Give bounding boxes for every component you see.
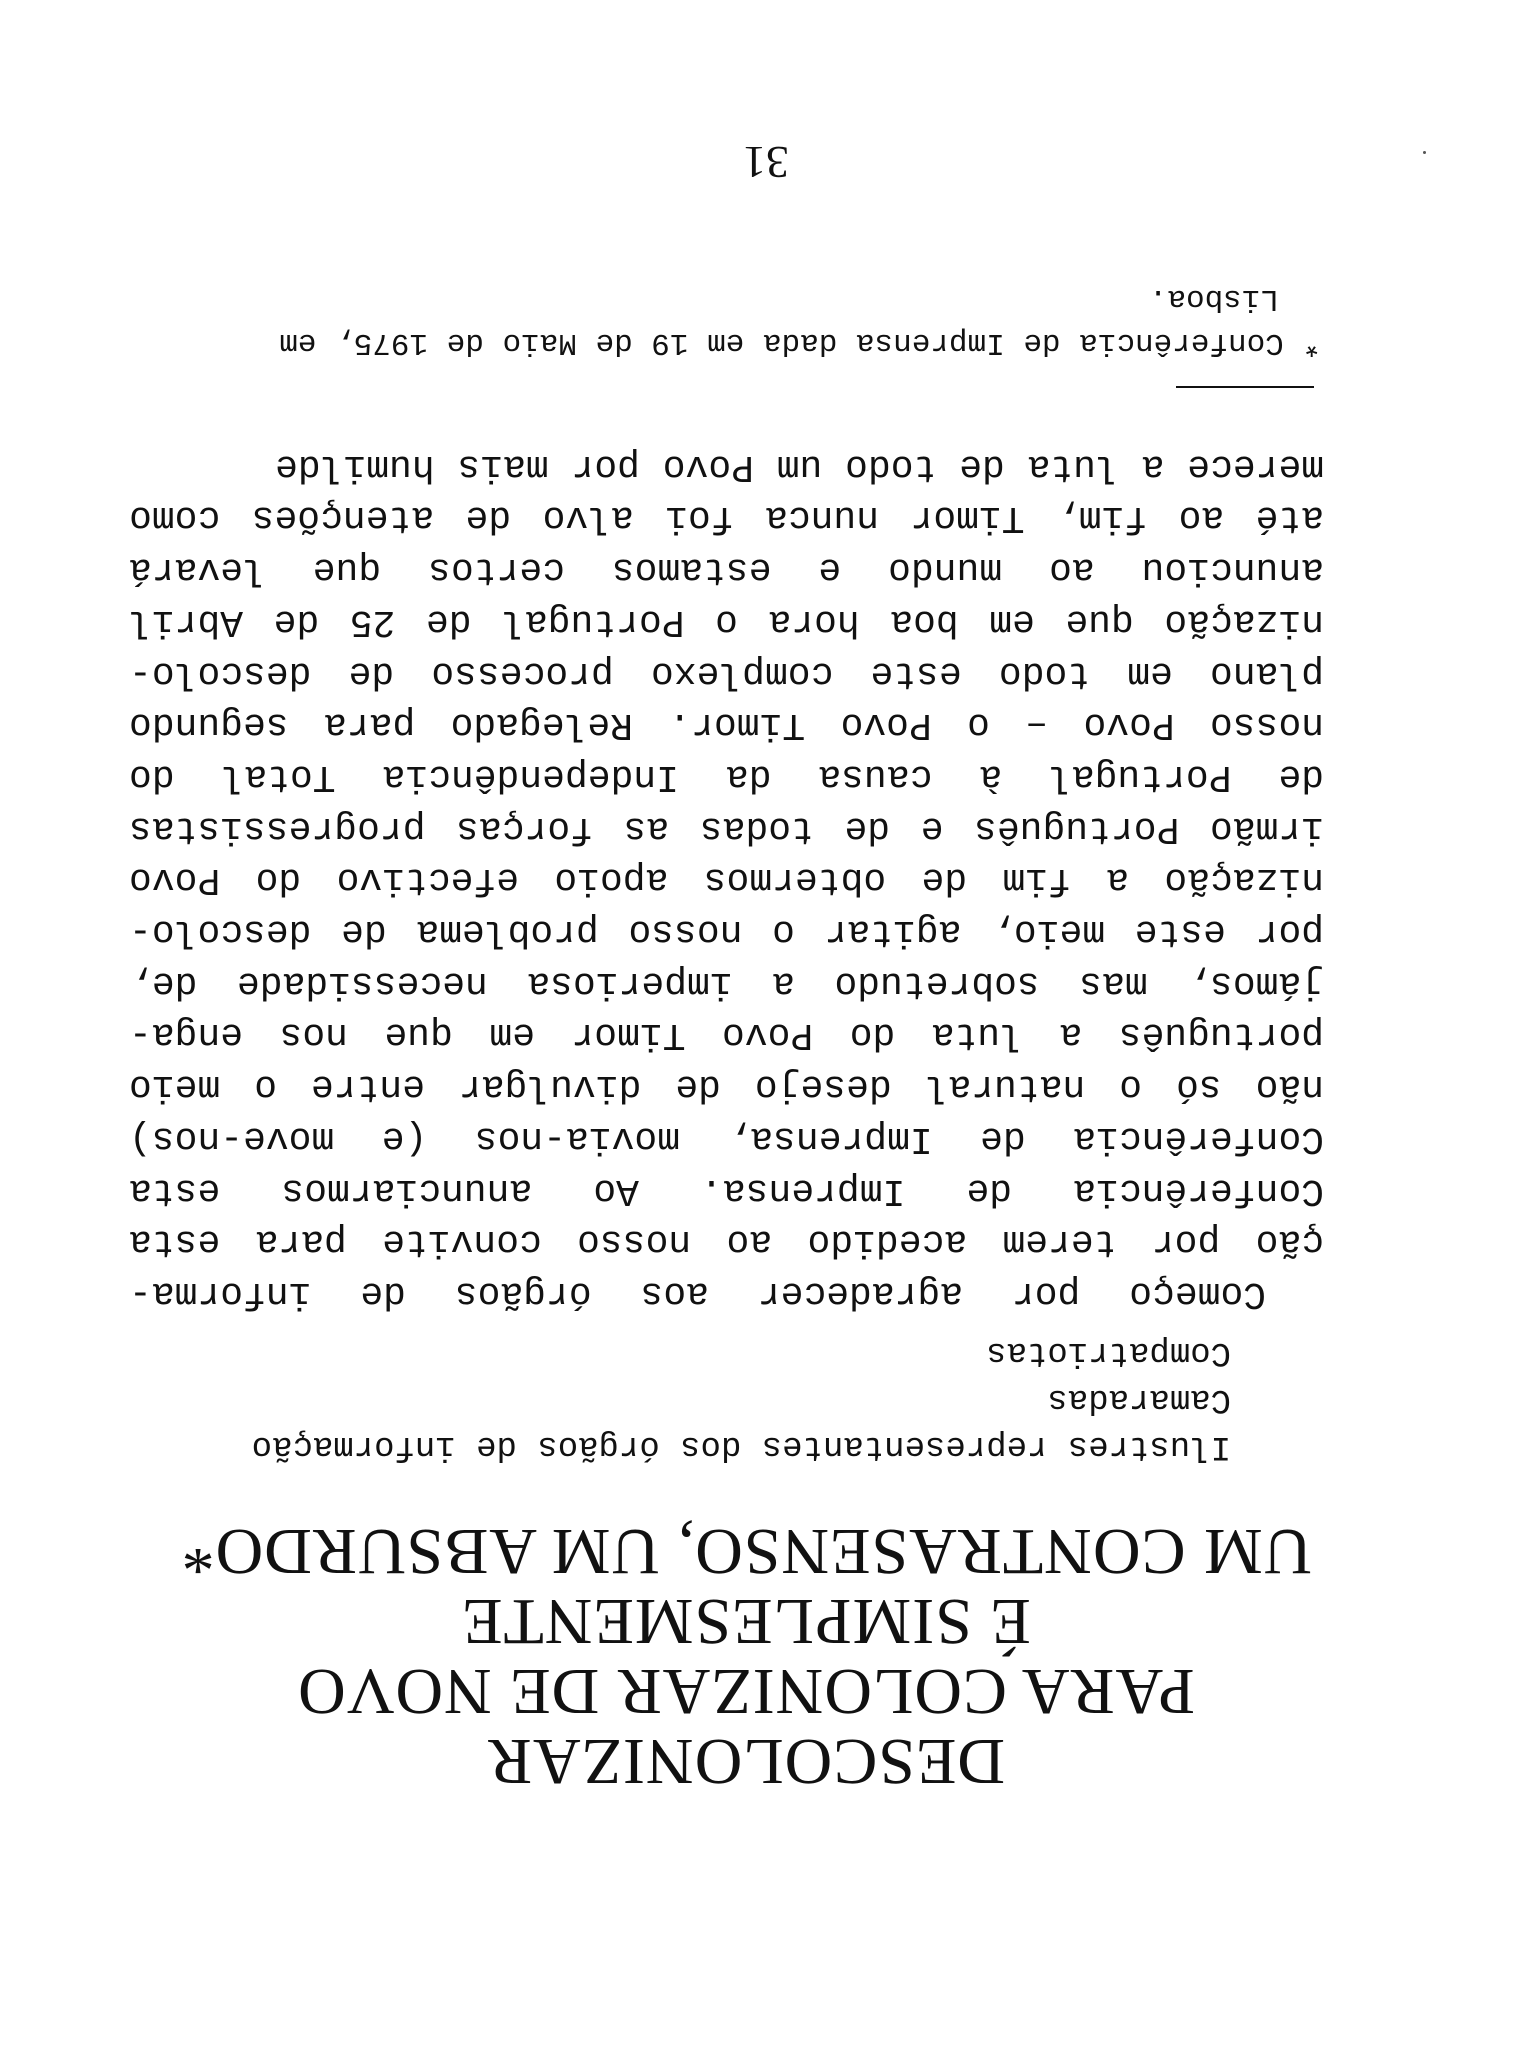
body-line: irmão Português e de todas as forças progressistas xyxy=(129,806,1324,850)
page-number: 31 xyxy=(743,137,789,188)
body-line: Conferência de Imprensa. Ao anunciarmos esta xyxy=(129,1168,1324,1212)
salutation-line: Camaradas xyxy=(1047,1380,1231,1418)
body-line: de Portugal à causa da Independência Total do xyxy=(129,754,1324,798)
body-line: Conferência de Imprensa, movia-nos (e move-nos) xyxy=(129,1116,1324,1160)
body-line: português a luta do Povo Timor em que nos enga- xyxy=(129,1013,1324,1057)
title-line-1: DESCOLONIZAR xyxy=(487,1725,1005,1798)
title-line-2: PARA COLONIZAR DE NOVO xyxy=(297,1655,1195,1728)
title-line-3: É SIMPLESMENTE xyxy=(461,1585,1031,1658)
body-line: anunciou ao mundo e estamos certos que levará xyxy=(129,548,1324,592)
footnote-line: * Conferência de Imprensa dada em 19 de Maio de 1975, em xyxy=(279,325,1321,360)
body-line: nosso Povo – o Povo Timor. Relegado para segundo xyxy=(129,703,1324,747)
footnote-line: Lisboa. xyxy=(1148,281,1279,316)
scan-speck xyxy=(1423,151,1426,154)
body-line: merece a luta de todo um Povo por mais humilde xyxy=(275,444,1324,488)
body-paragraph xyxy=(129,440,1324,1319)
chapter-title xyxy=(156,1516,1336,1796)
salutation xyxy=(131,1328,1231,1469)
body-line: ção por terem acedido ao nosso convite para esta xyxy=(129,1220,1324,1264)
salutation-line: Compatriotas xyxy=(986,1333,1231,1371)
body-line: por este meio, agitar o nosso problema de descolo- xyxy=(129,910,1324,954)
body-line: nização a fim de obtermos apoio efectivo do Povo xyxy=(129,858,1324,902)
footnote-divider xyxy=(1176,386,1314,388)
body-line: não só o natural desejo de divulgar entre o meio xyxy=(129,1065,1324,1109)
body-line: Começo por agradecer aos órgãos de informa- xyxy=(129,1272,1266,1315)
body-line: plano em todo este complexo processo de descolo- xyxy=(129,651,1324,695)
footnote xyxy=(126,276,1321,364)
body-line: jámos, mas sobretudo a imperiosa necessidade de, xyxy=(129,961,1324,1005)
body-line: até ao fim, Timor nunca foi alvo de atenções como xyxy=(129,496,1324,540)
body-line: nização que em boa hora o Portugal de 25 de Abril xyxy=(129,599,1324,643)
salutation-line: Ilustres representantes dos órgãos de informação xyxy=(251,1427,1231,1465)
title-line-4: UM CONTRASENSO, UM ABSURDO* xyxy=(180,1515,1312,1588)
